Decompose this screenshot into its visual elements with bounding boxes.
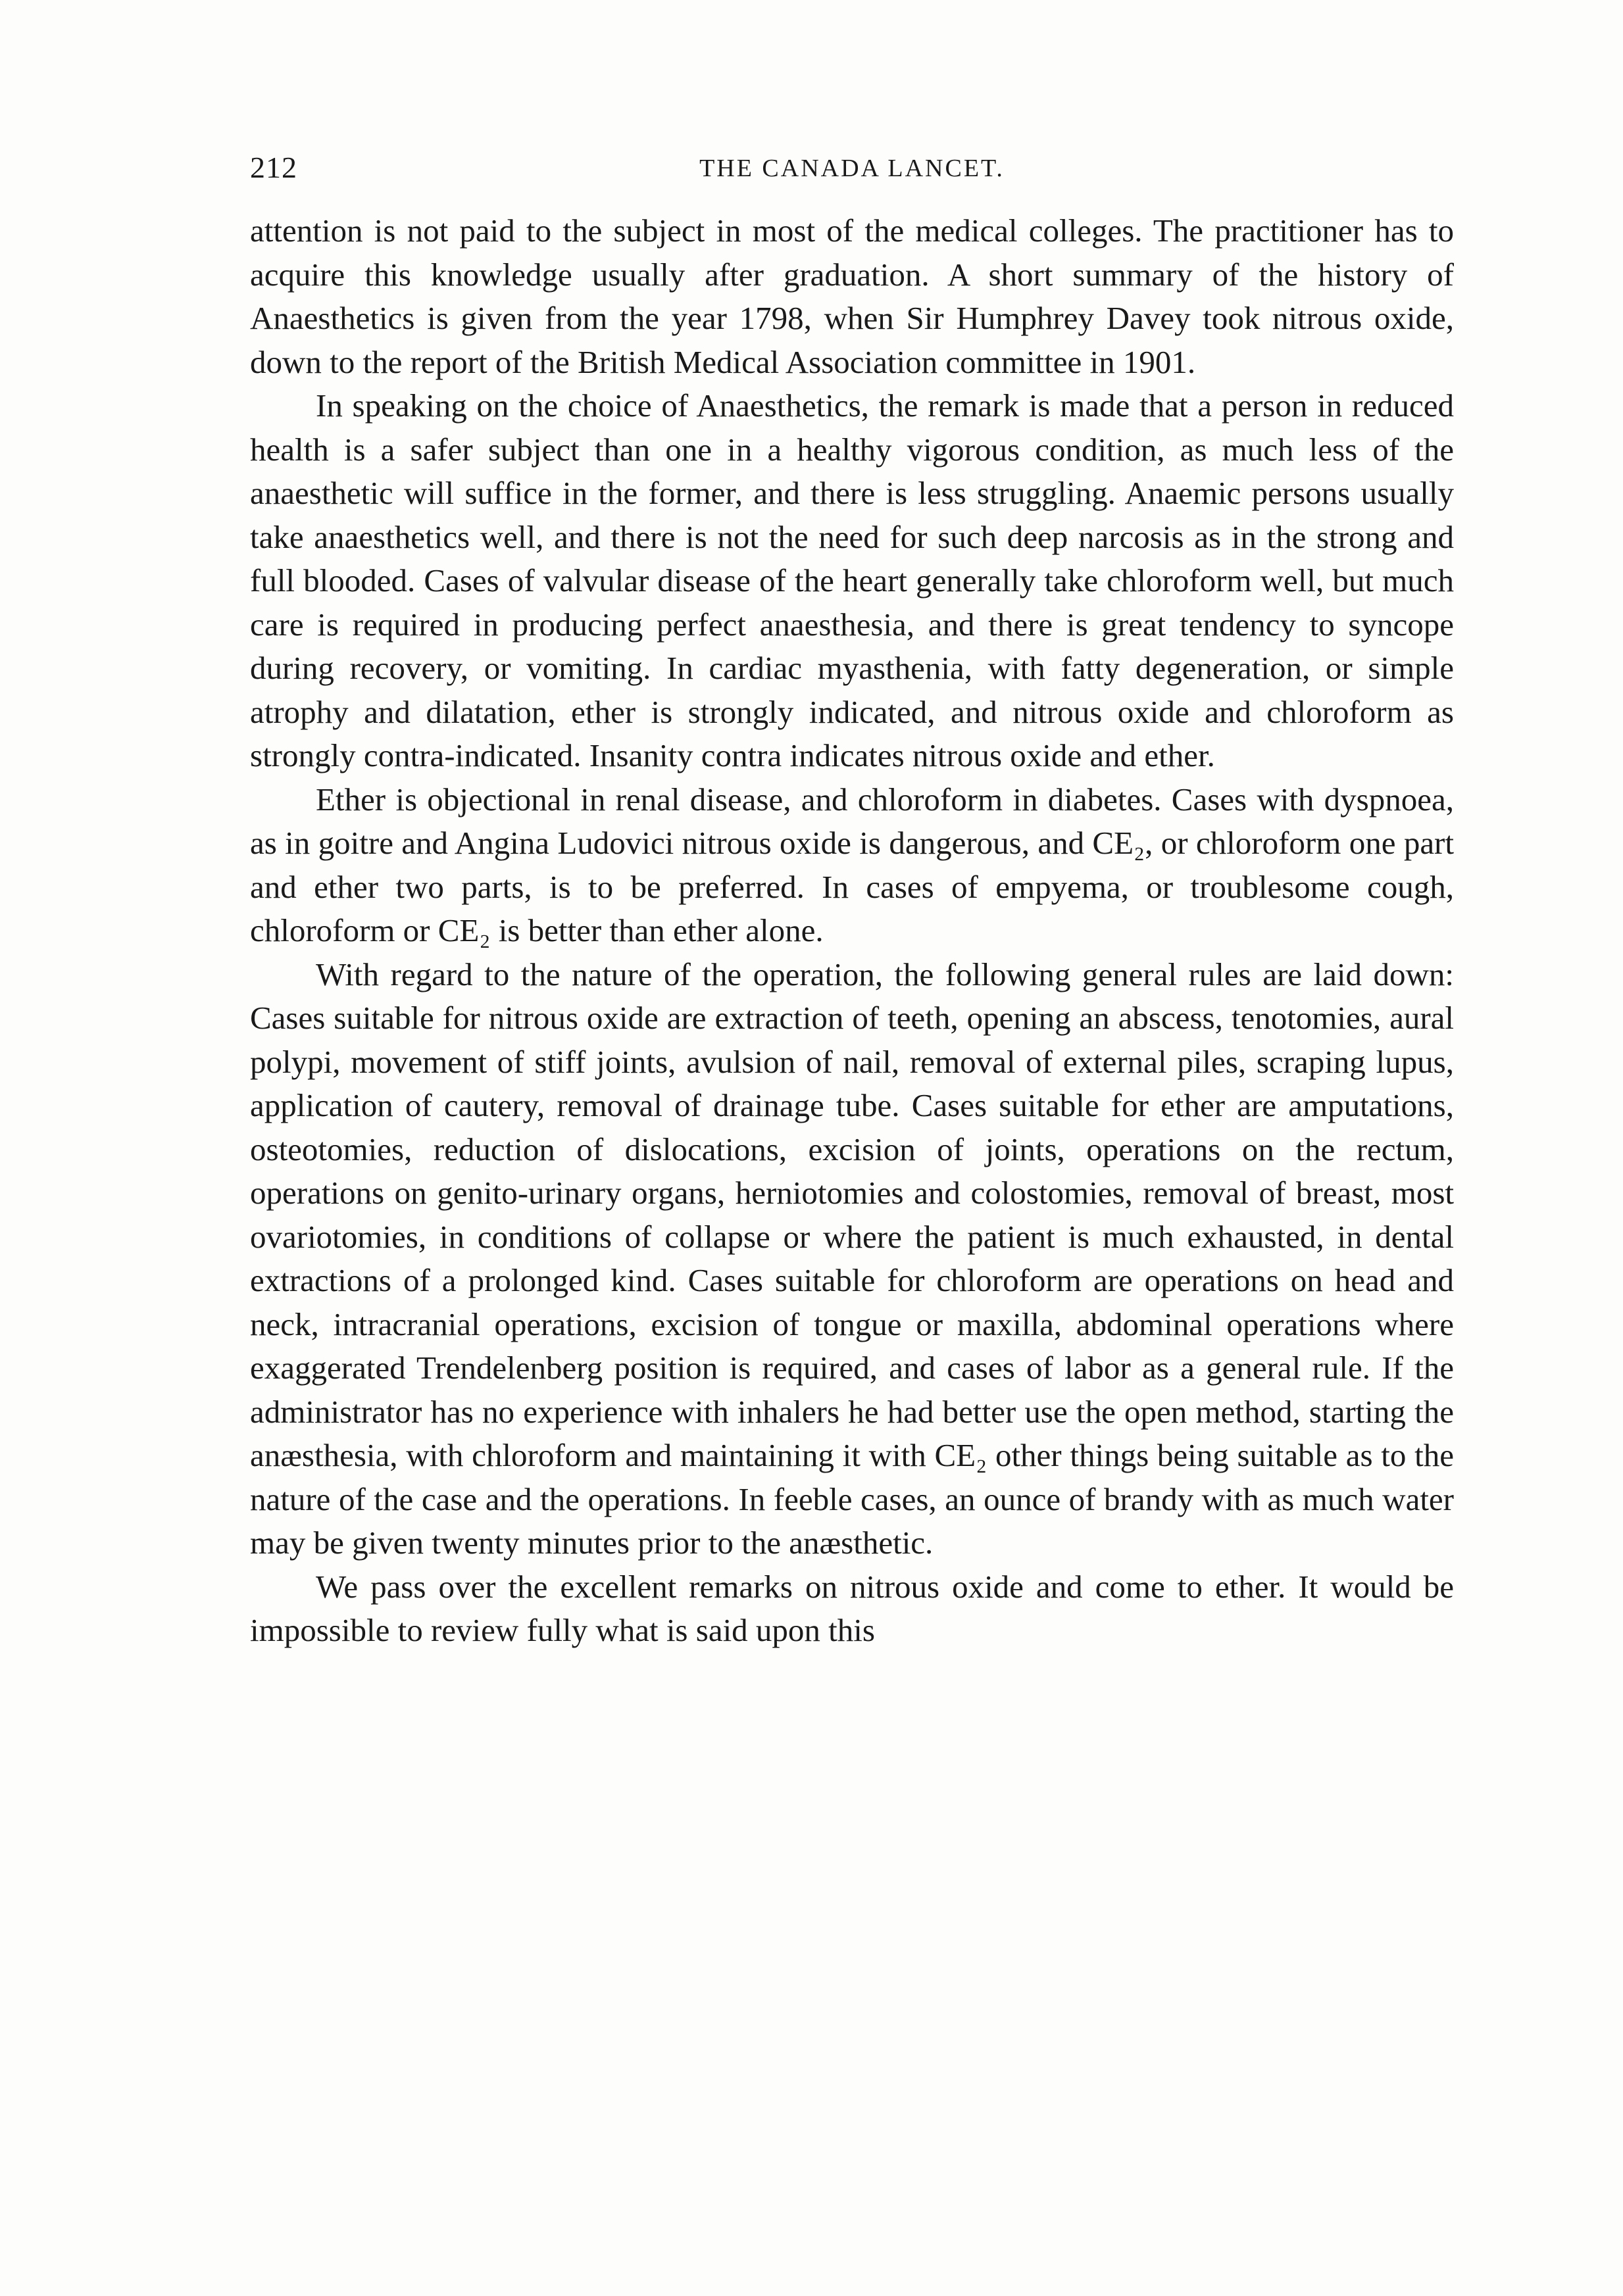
paragraph-ether-objections: Ether is objectional in renal disease, and chloroform in diabetes. Cases with dyspnoea, as in goitre and Angina Ludovici nitrous oxide is dangerous, and CE₂, or chloroform one part and ether two parts, is to be preferred. In cases of empyema, or troublesome cough, chloroform or CE₂ is better than ether alone. — [250, 781, 1454, 948]
paragraph-choice-of-anaesthetics: In speaking on the choice of Anaesthetics, the remark is made that a person in reduced health is a safer subject than one in a healthy vigorous condition, as much less of the anaesthetic will suffice in the former, and there is less struggling. Anaemic persons usually take anaesthetics well, and there is not the need for such deep narcosis as in the strong and full blooded. Cases of valvular disease of the heart generally take chloroform well, but much care is required in producing perfect anaesthesia, and there is great tendency to syncope during recovery, or vomiting. In cardiac myasthenia, with fatty degeneration, or simple atrophy and dilatation, ether is strongly indicated, and nitrous oxide and chloroform as strongly contra-indicated. Insanity contra indicates nitrous oxide and ether. — [250, 387, 1454, 773]
paragraph-continuation: attention is not paid to the subject in most of the medical colleges. The practitioner has to acquire this knowledge usually after graduation. A short summary of the history of Anaesthetics is given from the year 1798, when Sir Humphrey Davey took nitrous oxide, down to the report of the British Medical Association committee in 1901. — [250, 212, 1454, 380]
paragraph-ether-intro: We pass over the excellent remarks on nitrous oxide and come to ether. It would be impossible to review fully what is said upon this — [250, 1568, 1454, 1648]
running-head — [250, 150, 1454, 189]
page-number: 212 — [250, 151, 297, 184]
article-body — [250, 209, 1454, 1653]
paragraph-operation-rules: With regard to the nature of the operation, the following general rules are laid down: Cases suitable for nitrous oxide are extraction of teeth, opening an abscess, tenotomies, aural polypi, movement of stiff joints, avulsion of nail, removal of external piles, scraping lupus, application of cautery, removal of drainage tube. Cases suitable for ether are amputations, osteotomies, reduction of dislocations, excision of joints, operations on the rectum, operations on genito-urinary organs, herniotomies and colostomies, removal of breast, most ovariotomies, in conditions of collapse or where the patient is much exhausted, in dental extractions of a prolonged kind. Cases suitable for chloroform are operations on head and neck, intracranial operations, excision of tongue or maxilla, abdominal operations where exaggerated Trendelenberg position is required, and cases of labor as a general rule. If the administrator has no experience with inhalers he had better use the open method, starting the anæsthesia, with chloroform and maintaining it with CE₂ other things being suitable as to the nature of the case and the operations. In feeble cases, an ounce of brandy with as much water may be given twenty minutes prior to the anæsthetic. — [250, 956, 1454, 1561]
journal-title: THE CANADA LANCET. — [699, 155, 1005, 182]
